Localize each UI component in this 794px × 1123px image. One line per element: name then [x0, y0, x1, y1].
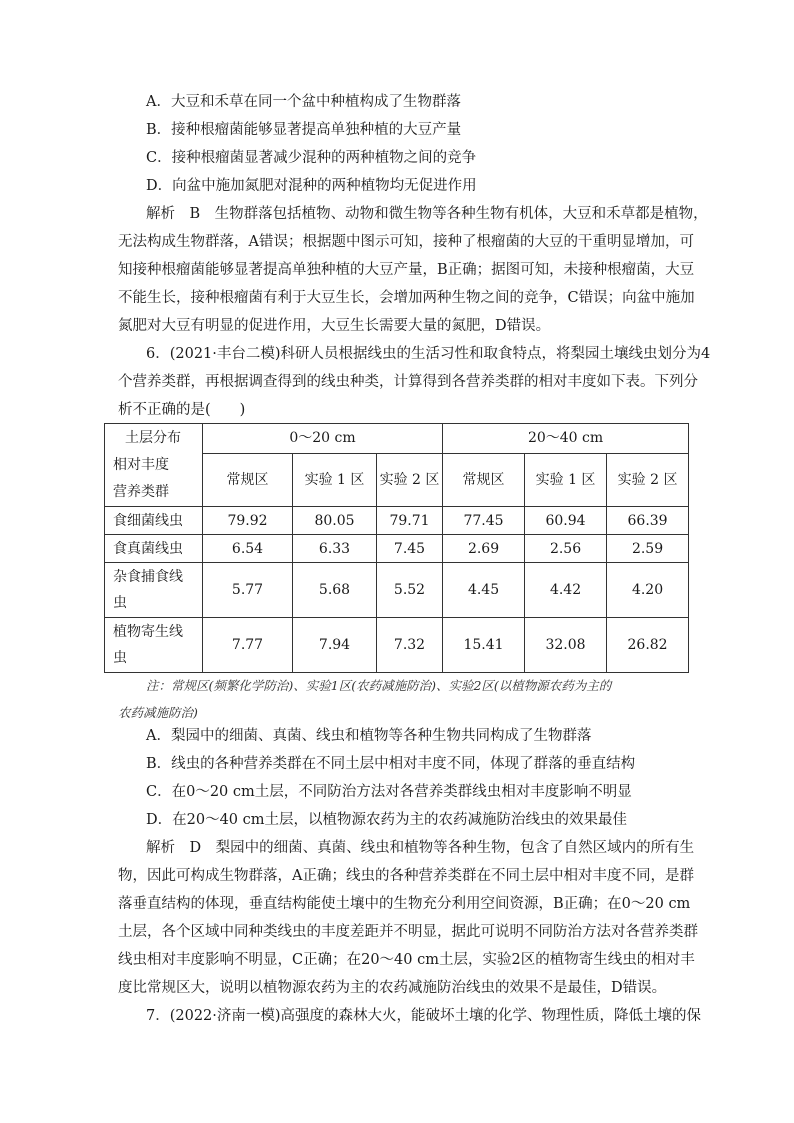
depth-header-0-20: 0～20 cm — [203, 424, 443, 454]
q6-options — [118, 722, 690, 834]
zone-header: 实验 2 区 — [607, 453, 689, 506]
q5-analysis — [118, 200, 708, 340]
q6-analysis-line: 度比常规区大，说明以植物源农药为主的农药减施防治线虫的效果不是最佳，D错误。 — [118, 980, 667, 996]
q6-stem-line: 个营养类群，再根据调查得到的线虫种类，计算得到各营养类群的相对丰度如下表。下列分 — [118, 374, 698, 390]
table-cell: 15.41 — [443, 618, 525, 673]
q6-analysis-line: 落垂直结构的体现，垂直结构能使土壤中的生物充分利用空间资源，B正确；在0～20 cm — [118, 896, 691, 912]
row-header-line: 虫 — [113, 650, 127, 666]
zone-header: 实验 2 区 — [377, 453, 443, 506]
q6-stem-line: 析不正确的是( ) — [118, 402, 246, 418]
q6-option-d: D．在20～40 cm土层，以植物源农药为主的农药减施防治线虫的效果最佳 — [146, 812, 628, 828]
table-cell: 77.45 — [443, 507, 525, 535]
corner-line: 相对丰度 — [113, 457, 169, 473]
table-cell: 26.82 — [607, 618, 689, 673]
row-header — [105, 618, 203, 673]
table-cell: 60.94 — [525, 507, 607, 535]
table-cell: 4.20 — [607, 563, 689, 618]
page-content — [118, 88, 711, 424]
note-line: 注：常规区(频繁化学防治)、实验1区(农药减施防治)、实验2区(以植物源农药为主的 — [146, 678, 612, 693]
table-cell: 6.33 — [293, 535, 377, 563]
q5-option-c: C．接种根瘤菌显著减少混种的两种植物之间的竞争 — [146, 150, 477, 166]
q5-analysis-line: 不能生长，接种根瘤菌有利于大豆生长，会增加两种生物之间的竞争，C错误；向盆中施加 — [118, 290, 695, 306]
table-row — [105, 618, 689, 673]
table-cell: 7.45 — [377, 535, 443, 563]
table-cell: 7.32 — [377, 618, 443, 673]
row-header-line: 植物寄生线 — [113, 624, 183, 640]
table-row — [105, 563, 689, 618]
table-cell: 80.05 — [293, 507, 377, 535]
q6-analysis-line: 解析 D 梨园中的细菌、真菌、线虫和植物等各种生物，包含了自然区域内的所有生 — [146, 840, 695, 856]
q6-analysis — [118, 834, 698, 1002]
row-header-line: 杂食捕食线 — [113, 569, 183, 585]
q6-analysis-line: 线虫相对丰度影响不明显，C正确；在20～40 cm土层，实验2区的植物寄生线虫的相对丰 — [118, 952, 695, 968]
table-cell: 32.08 — [525, 618, 607, 673]
table-row — [105, 507, 689, 535]
row-header: 食真菌线虫 — [105, 535, 203, 563]
table-cell: 2.56 — [525, 535, 607, 563]
zone-header: 实验 1 区 — [525, 453, 607, 506]
note-line: 农药减施防治) — [118, 705, 198, 720]
zone-header: 实验 1 区 — [293, 453, 377, 506]
table-row — [105, 535, 689, 563]
q5-option-d: D．向盆中施加氮肥对混种的两种植物均无促进作用 — [146, 178, 477, 194]
table-cell: 5.68 — [293, 563, 377, 618]
q5-analysis-line: 知接种根瘤菌能够显著提高单独种植的大豆产量，B正确；据图可知，未接种根瘤菌，大豆 — [118, 262, 695, 278]
row-header: 食细菌线虫 — [105, 507, 203, 535]
abundance-table — [104, 423, 689, 673]
depth-header-20-40: 20～40 cm — [443, 424, 689, 454]
q5-analysis-line: 氮肥对大豆有明显的促进作用，大豆生长需要大量的氮肥，D错误。 — [118, 318, 551, 334]
table-cell: 4.42 — [525, 563, 607, 618]
table-cell: 5.77 — [203, 563, 293, 618]
table-cell: 4.45 — [443, 563, 525, 618]
q6-stem-line: 6．(2021·丰台二模)科研人员根据线虫的生活习性和取食特点，将梨园土壤线虫划分为4 — [146, 346, 711, 362]
q6-option-c: C．在0～20 cm土层，不同防治方法对各营养类群线虫相对丰度影响不明显 — [146, 784, 632, 800]
zone-header: 常规区 — [203, 453, 293, 506]
q5-option-b: B．接种根瘤菌能够显著提高单独种植的大豆产量 — [146, 122, 462, 138]
corner-line: 土层分布 — [125, 430, 181, 446]
q6-stem — [118, 340, 711, 424]
table-cell: 7.77 — [203, 618, 293, 673]
table-note — [118, 672, 690, 726]
q6-analysis-line: 土层，各个区域中同种类线虫的丰度差距并不明显，据此可说明不同防治方法对各营养类群 — [118, 924, 698, 940]
row-header-line: 虫 — [113, 595, 127, 611]
table-cell: 79.92 — [203, 507, 293, 535]
table-corner-header — [105, 424, 203, 507]
q5-option-a: A．大豆和禾草在同一个盆中种植构成了生物群落 — [146, 94, 461, 110]
row-header — [105, 563, 203, 618]
table-cell: 7.94 — [293, 618, 377, 673]
q6-analysis-line: 物，因此可构成生物群落，A正确；线虫的各种营养类群在不同土层中相对丰度不同，是群 — [118, 868, 694, 884]
q5-analysis-line: 解析 B 生物群落包括植物、动物和微生物等各种生物有机体，大豆和禾草都是植物， — [146, 206, 708, 222]
q6-option-b: B．线虫的各种营养类群在不同土层中相对丰度不同，体现了群落的垂直结构 — [146, 756, 636, 772]
table-cell: 5.52 — [377, 563, 443, 618]
table-cell: 79.71 — [377, 507, 443, 535]
q6-body — [118, 722, 702, 1030]
q7-stem: 7．(2022·济南一模)高强度的森林大火，能破坏土壤的化学、物理性质，降低土壤的保 — [146, 1008, 702, 1024]
corner-line: 营养类群 — [113, 484, 169, 500]
q5-analysis-line: 无法构成生物群落，A错误；根据题中图示可知，接种了根瘤菌的大豆的干重明显增加，可 — [118, 234, 694, 250]
table-cell: 6.54 — [203, 535, 293, 563]
table-cell: 2.59 — [607, 535, 689, 563]
q5-options — [118, 88, 690, 200]
table-cell: 66.39 — [607, 507, 689, 535]
table-cell: 2.69 — [443, 535, 525, 563]
zone-header: 常规区 — [443, 453, 525, 506]
q6-option-a: A．梨园中的细菌、真菌、线虫和植物等各种生物共同构成了生物群落 — [146, 728, 592, 744]
